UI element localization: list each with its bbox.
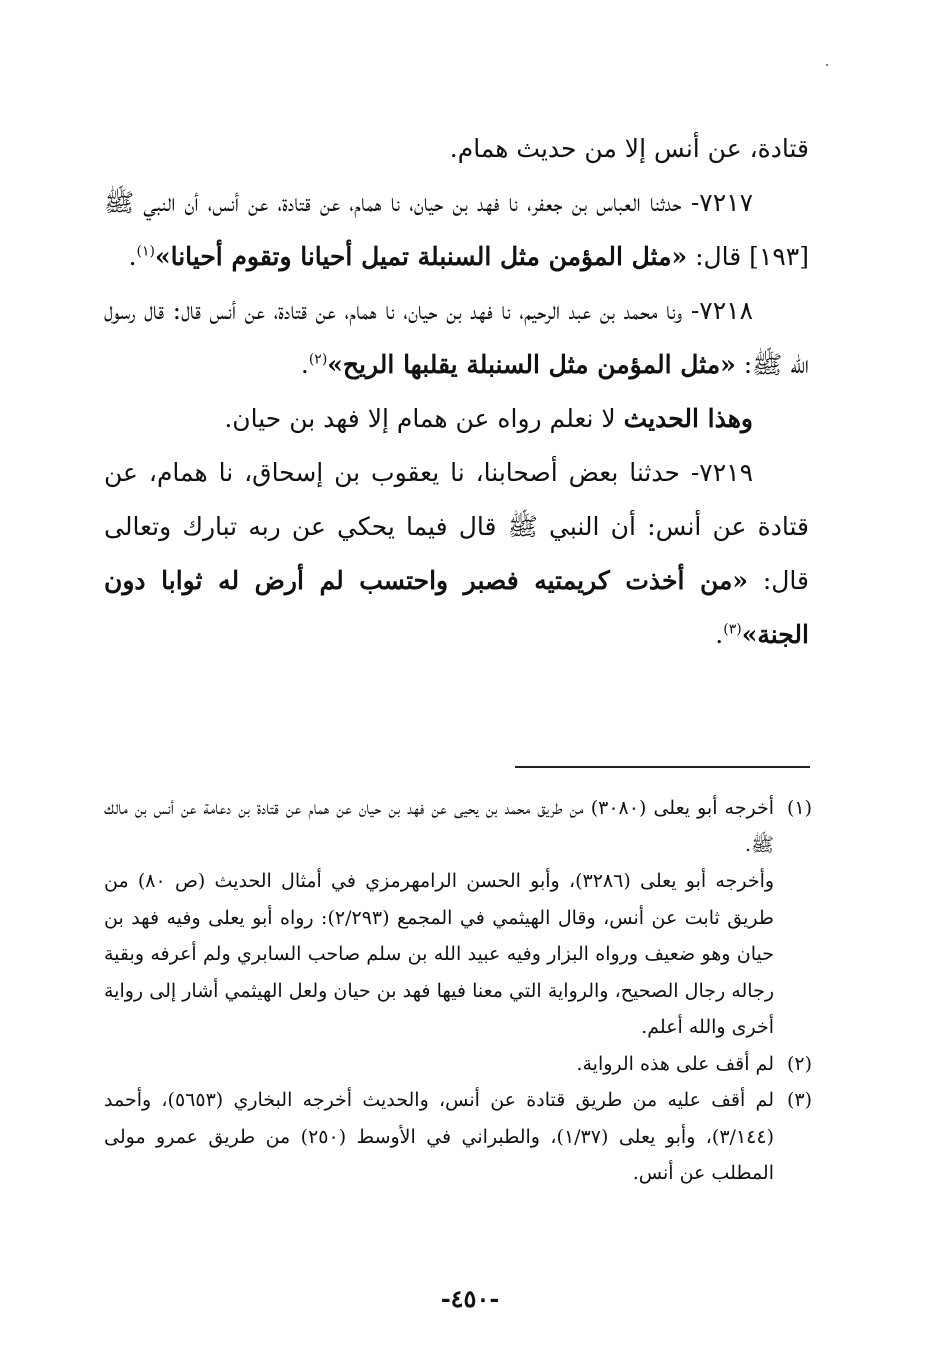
footnote-text: لم أقف عليه من طريق قتادة عن أنس، والحديث أخرجه البخاري (٥٦٥٣)، وأحمد (٣/١٤٤)، وأبو يعلى (١/٣٧)، والطبراني في الأوسط (٢٥٠) من طريق عمرو مولى المطلب عن أنس. <box>104 1089 774 1184</box>
footnote-text: أخرجه أبو يعلى (٣٠٨٠) من طريق محمد بن يحيى عن فهد بن حيان عن همام عن قتادة بن دعامة عن أنس بن مالك ﷺ. <box>104 797 774 856</box>
footnote-3 <box>104 1082 812 1192</box>
paragraph-end: . <box>128 242 137 271</box>
hadith-text: «مثل المؤمن مثل السنبلة تميل أحيانا وتقوم أحيانا» <box>154 242 688 271</box>
commentary-text: لا نعلم رواه عن همام إلا فهد بن حيان. <box>224 404 624 433</box>
paragraph-continuation <box>104 122 809 176</box>
footnote-number: (٢) <box>786 1052 812 1075</box>
commentary-lead: وهذا الحديث <box>623 404 753 433</box>
hadith-text: «مثل المؤمن مثل السنبلة يقلبها الريح» <box>327 350 736 379</box>
footnote-number: (٣) <box>786 1089 812 1111</box>
footnote-body <box>104 1082 774 1192</box>
margin-mark <box>826 64 828 66</box>
footnote-body <box>104 1046 774 1083</box>
paragraph-end: . <box>715 620 724 649</box>
hadith-7217 <box>104 176 809 284</box>
paragraph-end: . <box>300 350 309 379</box>
footnote-ref[interactable]: (٢) <box>308 351 328 368</box>
commentary-paragraph <box>104 392 809 446</box>
page-number: -٤٥٠- <box>440 1284 500 1313</box>
main-text <box>104 122 809 662</box>
footnote-number: (١) <box>786 797 812 819</box>
footnote-separator <box>515 766 810 768</box>
footnote-text: وأخرجه أبو يعلى (٣٢٨٦)، وأبو الحسن الرامهرمزي في أمثال الحديث (ص ٨٠) من طريق ثابت عن أنس، وقال الهيثمي في المجمع (٢/٢٩٣): رواه أبو يعلى وفيه فهد بن حيان وهو ضعيف ورواه البزار وفيه عبيد الله بن سلم صاحب السابري ولم أعرفه وبقية رجاله رجال الصحيح، والرواية التي معنا فيها فهد بن حيان ولعل الهيثمي أشار إلى رواية أخرى والله أعلم. <box>104 870 775 1038</box>
isnad-text: ٧٢١٩- حدثنا بعض أصحابنا، نا يعقوب بن إسحاق، نا همام، عن قتادة عن أنس: أن النبي ﷺ قال فيما يحكي عن ربه تبارك وتعالى قال: <box>104 458 809 595</box>
isnad-text: ٧٢١٧- حدثنا العباس بن جعفر، نا فهد بن حيان، نا همام، عن قتادة، عن أنس، أن النبي ﷺ [١٩٣] قال: <box>104 188 809 271</box>
footnotes <box>104 790 812 1192</box>
footnote-ref[interactable]: (١) <box>136 243 155 260</box>
footnote-2 <box>104 1046 812 1083</box>
hadith-7218 <box>104 284 809 392</box>
paragraph-text: قتادة، عن أنس إلا من حديث همام. <box>449 134 809 163</box>
footnote-text: لم أقف على هذه الرواية. <box>576 1052 774 1075</box>
isnad-text: ٧٢١٨- ونا محمد بن عبد الرحيم، نا فهد بن حيان، نا همام، عن قتادة، عن أنس قال: قال رسول الله ﷺ: <box>104 296 809 379</box>
footnote-ref[interactable]: (٣) <box>723 621 742 638</box>
footnote-1 <box>104 790 812 1046</box>
footnote-body <box>104 790 774 1046</box>
hadith-7219 <box>104 446 809 662</box>
hadith-text: «من أخذت كريمتيه فصبر واحتسب لم أرض له ثوابا دون الجنة» <box>104 566 809 649</box>
